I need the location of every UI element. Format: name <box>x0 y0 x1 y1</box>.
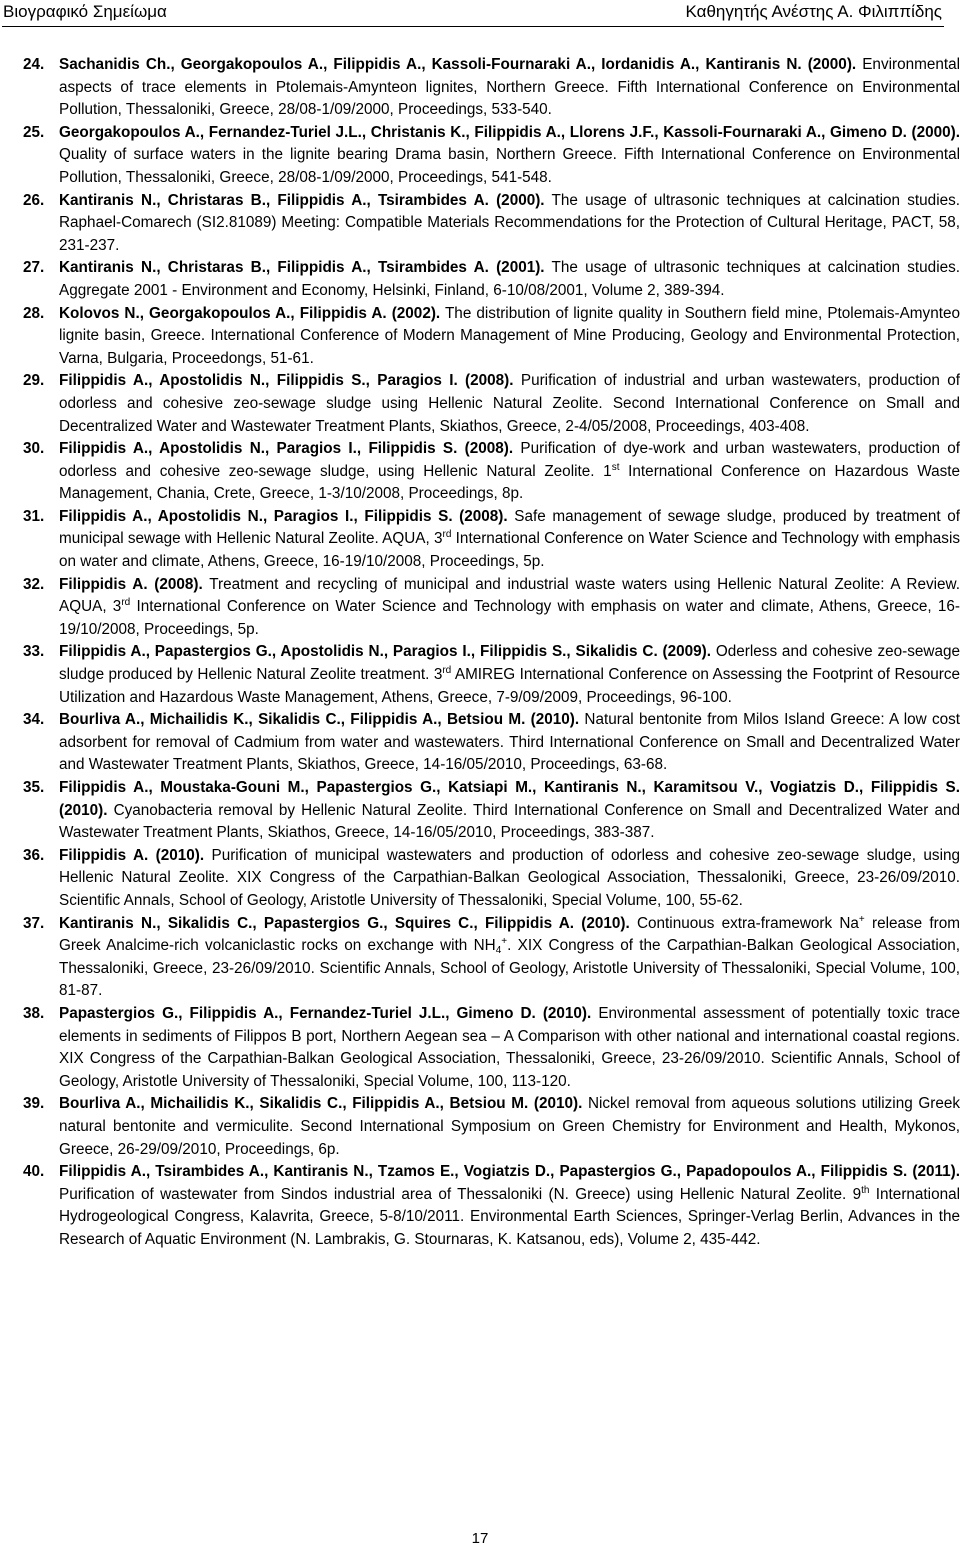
reference-authors: Filippidis A., Papastergios G., Apostolidis N., Paragios I., Filippidis S., Sikalidis C. (2009). <box>59 643 712 661</box>
reference-authors: Papastergios G., Filippidis A., Fernandez-Turiel J.L., Gimeno D. (2010). <box>59 1004 592 1022</box>
reference-text-cont: AMIREG International Conference on Assessing the Footprint of Resource Utilization and Hazardous Waste Management, Athens, Greece, 7-9/09/2009, Proceedings, 96-100. <box>59 666 960 706</box>
reference-item <box>23 54 960 122</box>
reference-text: Purification of industrial and urban wastewaters, production of odorless and cohesive zeo-sewage sludge using Hellenic Natural Zeolite. Second International Conference on Small and Decentralized Water and Wastewater Treatment Plants, Skiathos, Greece, 2-4/05/2008, Proceedings, 403-408. <box>59 372 960 435</box>
reference-authors: Filippidis A., Apostolidis N., Paragios I., Filippidis S. (2008). <box>59 440 514 458</box>
reference-text: Purification of municipal wastewaters and production of odorless and cohesive zeo-sewage sludge, using Hellenic Natural Zeolite. XIX Congress of the Carpathian-Balkan Geological Association, Thessaloniki, Greece, 23-26/09/2010. Scientific Annals, School of Geology, Aristotle University of Thessaloniki, Special Volume, 100, 55-62. <box>59 846 960 909</box>
reference-number: 30. <box>23 440 45 458</box>
reference-text-cont: . XIX Congress of the Carpathian-Balkan Geological Association, Thessaloniki, Greece, 23-26/09/2010. Scientific Annals, School of Geology, Aristotle University of Thessaloniki, Special Volume, 100, 81-87. <box>59 937 960 1000</box>
reference-authors: Filippidis A., Moustaka-Gouni M., Papastergios G., Katsiapi M., Kantiranis N., Karamitsou V., Vogiatzis D., Filippidis S. (2010). <box>59 779 960 819</box>
reference-text: Cyanobacteria removal by Hellenic Natural Zeolite. Third International Conference on Small and Decentralized Water and Wastewater Treatment Plants, Skiathos, Greece, 14-16/05/2010, Proceedings, 383-387. <box>59 801 960 842</box>
reference-number: 27. <box>23 259 45 277</box>
reference-text-cont: International Conference on Water Science and Technology with emphasis on water and climate, Athens, Greece, 16-19/10/2008, Proceedings, 5p. <box>59 598 960 638</box>
superscript: rd <box>121 597 131 609</box>
reference-item <box>23 574 960 642</box>
reference-item <box>23 1003 960 1093</box>
reference-authors: Filippidis A., Apostolidis N., Filippidis S., Paragios I. (2008). <box>59 372 514 390</box>
reference-item <box>23 641 960 709</box>
reference-text: Oderless and cohesive zeo-sewage sludge produced by Hellenic Natural Zeolite treatment. 3 <box>59 643 960 684</box>
reference-text-cont: International Hydrogeological Congress, Kalavrita, Greece, 5-8/10/2011. Environmental Earth Sciences, Springer-Verlag Berlin, Advances in the Research of Aquatic Environment (N. Lambrakis, G. Stournaras, K. Katsanou, eds), Volume 2, 435-442. <box>59 1185 960 1248</box>
header-rule <box>2 26 944 27</box>
reference-text: The usage of ultrasonic techniques at calcination studies. Raphael-Comarech (SI2.81089) Meeting: Compatible Materials Recommendations for the Protection of Cultural Heritage, PACT, 58, 231-237. <box>59 191 960 254</box>
reference-authors: Bourliva A., Michailidis K., Sikalidis C., Filippidis A., Betsiou M. (2010). <box>59 711 580 729</box>
reference-item <box>23 438 960 506</box>
superscript: + <box>501 936 508 948</box>
superscript: + <box>858 913 865 925</box>
reference-text: Natural bentonite from Milos Island Greece: A low cost adsorbent for removal of Cadmium from water and wastewaters. Third International Conference on Small and Decentralized Water and Wastewater Treatment Plants, Skiathos, Greece, 14-16/05/2010, Proceedings, 63-68. <box>59 711 960 774</box>
reference-number: 39. <box>23 1095 45 1113</box>
page-number: 17 <box>471 1530 489 1547</box>
reference-item <box>23 370 960 438</box>
reference-authors: Filippidis A., Tsirambides A., Kantiranis N., Tzamos E., Vogiatzis D., Papastergios G., Papadopoulos A., Filippidis S. (2011). <box>59 1163 960 1181</box>
reference-item <box>23 1093 960 1161</box>
page-header <box>0 0 960 26</box>
reference-text: The distribution of lignite quality in Southern field mine, Ptolemais-Amynteo lignite basin, Greece. International Conference of Modern Management of Mine Producing, Geology and Environmental Protection, Varna, Bulgaria, Proceedongs, 51-61. <box>59 304 960 367</box>
reference-text: Purification of dye-work and urban wastewaters, production of odorless and cohesive zeo-sewage sludge, using Hellenic Natural Zeolite. 1 <box>59 440 960 480</box>
reference-authors: Kolovos N., Georgakopoulos A., Filippidis A. (2002). <box>59 304 441 322</box>
reference-item <box>23 845 960 913</box>
reference-number: 34. <box>23 711 45 729</box>
reference-item <box>23 122 960 190</box>
reference-number: 35. <box>23 779 45 796</box>
reference-item <box>23 1161 960 1251</box>
reference-authors: Filippidis A. (2008). <box>59 575 203 593</box>
reference-authors: Kantiranis N., Christaras B., Filippidis A., Tsirambides A. (2001). <box>59 259 545 277</box>
reference-text: The usage of ultrasonic techniques at calcination studies. Aggregate 2001 - Environment and Economy, Helsinki, Finland, 6-10/08/2001, Volume 2, 389-394. <box>59 259 960 299</box>
reference-number: 24. <box>23 56 45 73</box>
subscript: 4 <box>495 945 502 957</box>
reference-text-cont: International Conference on Hazardous Waste Management, Chania, Crete, Greece, 1-3/10/2008, Proceedings, 8p. <box>59 462 960 503</box>
reference-text: Nickel removal from aqueous solutions utilizing Greek natural bentonite and vermiculite. Second International Symposium on Green Chemistry for Environment and Health, Mykonos, Greece, 26-29/09/2010, Proceedings, 6p. <box>59 1095 960 1158</box>
reference-text: Quality of surface waters in the lignite bearing Drama basin, Northern Greece. Fifth International Conference on Environmental Pollution, Thessaloniki, Greece, 28/08-1/09/2000, Proceedings, 541-548. <box>59 146 960 186</box>
reference-item <box>23 506 960 574</box>
reference-number: 33. <box>23 643 45 661</box>
reference-number: 26. <box>23 191 45 209</box>
reference-number: 32. <box>23 575 45 593</box>
reference-authors: Bourliva A., Michailidis K., Sikalidis C., Filippidis A., Betsiou M. (2010). <box>59 1095 583 1113</box>
superscript: st <box>611 461 620 473</box>
reference-text: Continuous extra-framework Na <box>629 914 859 932</box>
reference-item <box>23 709 960 777</box>
reference-authors: Filippidis A. (2010). <box>59 846 205 864</box>
reference-item <box>23 913 960 1003</box>
reference-number: 31. <box>23 507 45 525</box>
reference-item <box>23 190 960 258</box>
reference-text: Environmental aspects of trace elements in Ptolemais-Amynteon lignites, Northern Greece. Fifth International Conference on Environmental Pollution, Thessaloniki, Greece, 28/08-1/09/2000, Proceedings, 533-540. <box>59 56 960 119</box>
reference-item <box>23 777 960 845</box>
reference-text: Safe management of sewage sludge, produced by treatment of municipal sewage with Hellenic Natural Zeolite. AQUA, 3 <box>59 507 960 548</box>
reference-text: Purification of wastewater from Sindos industrial area of Thessaloniki (N. Greece) using Hellenic Natural Zeolite. 9 <box>59 1185 862 1203</box>
reference-number: 37. <box>23 914 45 932</box>
reference-item <box>23 257 960 302</box>
reference-number: 38. <box>23 1004 45 1022</box>
reference-item <box>23 303 960 371</box>
superscript: rd <box>442 665 452 677</box>
reference-text-cont: release from Greek Analcime-rich volcaniclastic rocks on exchange with NH <box>59 914 960 955</box>
reference-text: Environmental assessment of potentially toxic trace elements in sediments of Filippos B port, Northern Aegean sea – A Comparison with other national and international coastal regions. XIX Congress of the Carpathian-Balkan Geological Association, Thessaloniki, Greece, 23-26/09/2010. Scientific Annals, School of Geology, Aristotle University of Thessaloniki, Special Volume, 100, 113-120. <box>59 1004 960 1090</box>
reference-text: Treatment and recycling of municipal and industrial waste waters using Hellenic Natural Zeolite: A Review. AQUA, 3 <box>59 575 960 616</box>
reference-number: 29. <box>23 372 45 390</box>
reference-number: 25. <box>23 123 45 141</box>
header-left-title: Βιογραφικό Σημείωμα <box>3 2 167 21</box>
reference-number: 28. <box>23 304 45 322</box>
reference-authors: Georgakopoulos A., Fernandez-Turiel J.L., Christanis K., Filippidis A., Llorens J.F., Kassoli-Fournaraki A., Gimeno D. (2000). <box>59 123 960 141</box>
reference-text-cont: International Conference on Water Science and Technology with emphasis on water and climate, Athens, Greece, 16-19/10/2008, Proceedings, 5p. <box>59 530 960 571</box>
reference-number: 40. <box>23 1163 45 1181</box>
superscript: th <box>861 1184 870 1196</box>
header-right-title: Καθηγητής Ανέστης Α. Φιλιππίδης <box>685 2 942 21</box>
reference-number: 36. <box>23 846 45 864</box>
reference-authors: Sachanidis Ch., Georgakopoulos A., Filippidis A., Kassoli-Fournaraki A., Iordanidis A., Kantiranis N. (2000). <box>59 56 857 73</box>
superscript: rd <box>442 529 452 541</box>
reference-list <box>23 54 960 1251</box>
reference-authors: Kantiranis N., Christaras B., Filippidis A., Tsirambides A. (2000). <box>59 191 545 209</box>
reference-authors: Filippidis A., Apostolidis N., Paragios I., Filippidis S. (2008). <box>59 507 508 525</box>
reference-authors: Kantiranis N., Sikalidis C., Papastergios G., Squires C., Filippidis A. (2010). <box>59 914 630 932</box>
